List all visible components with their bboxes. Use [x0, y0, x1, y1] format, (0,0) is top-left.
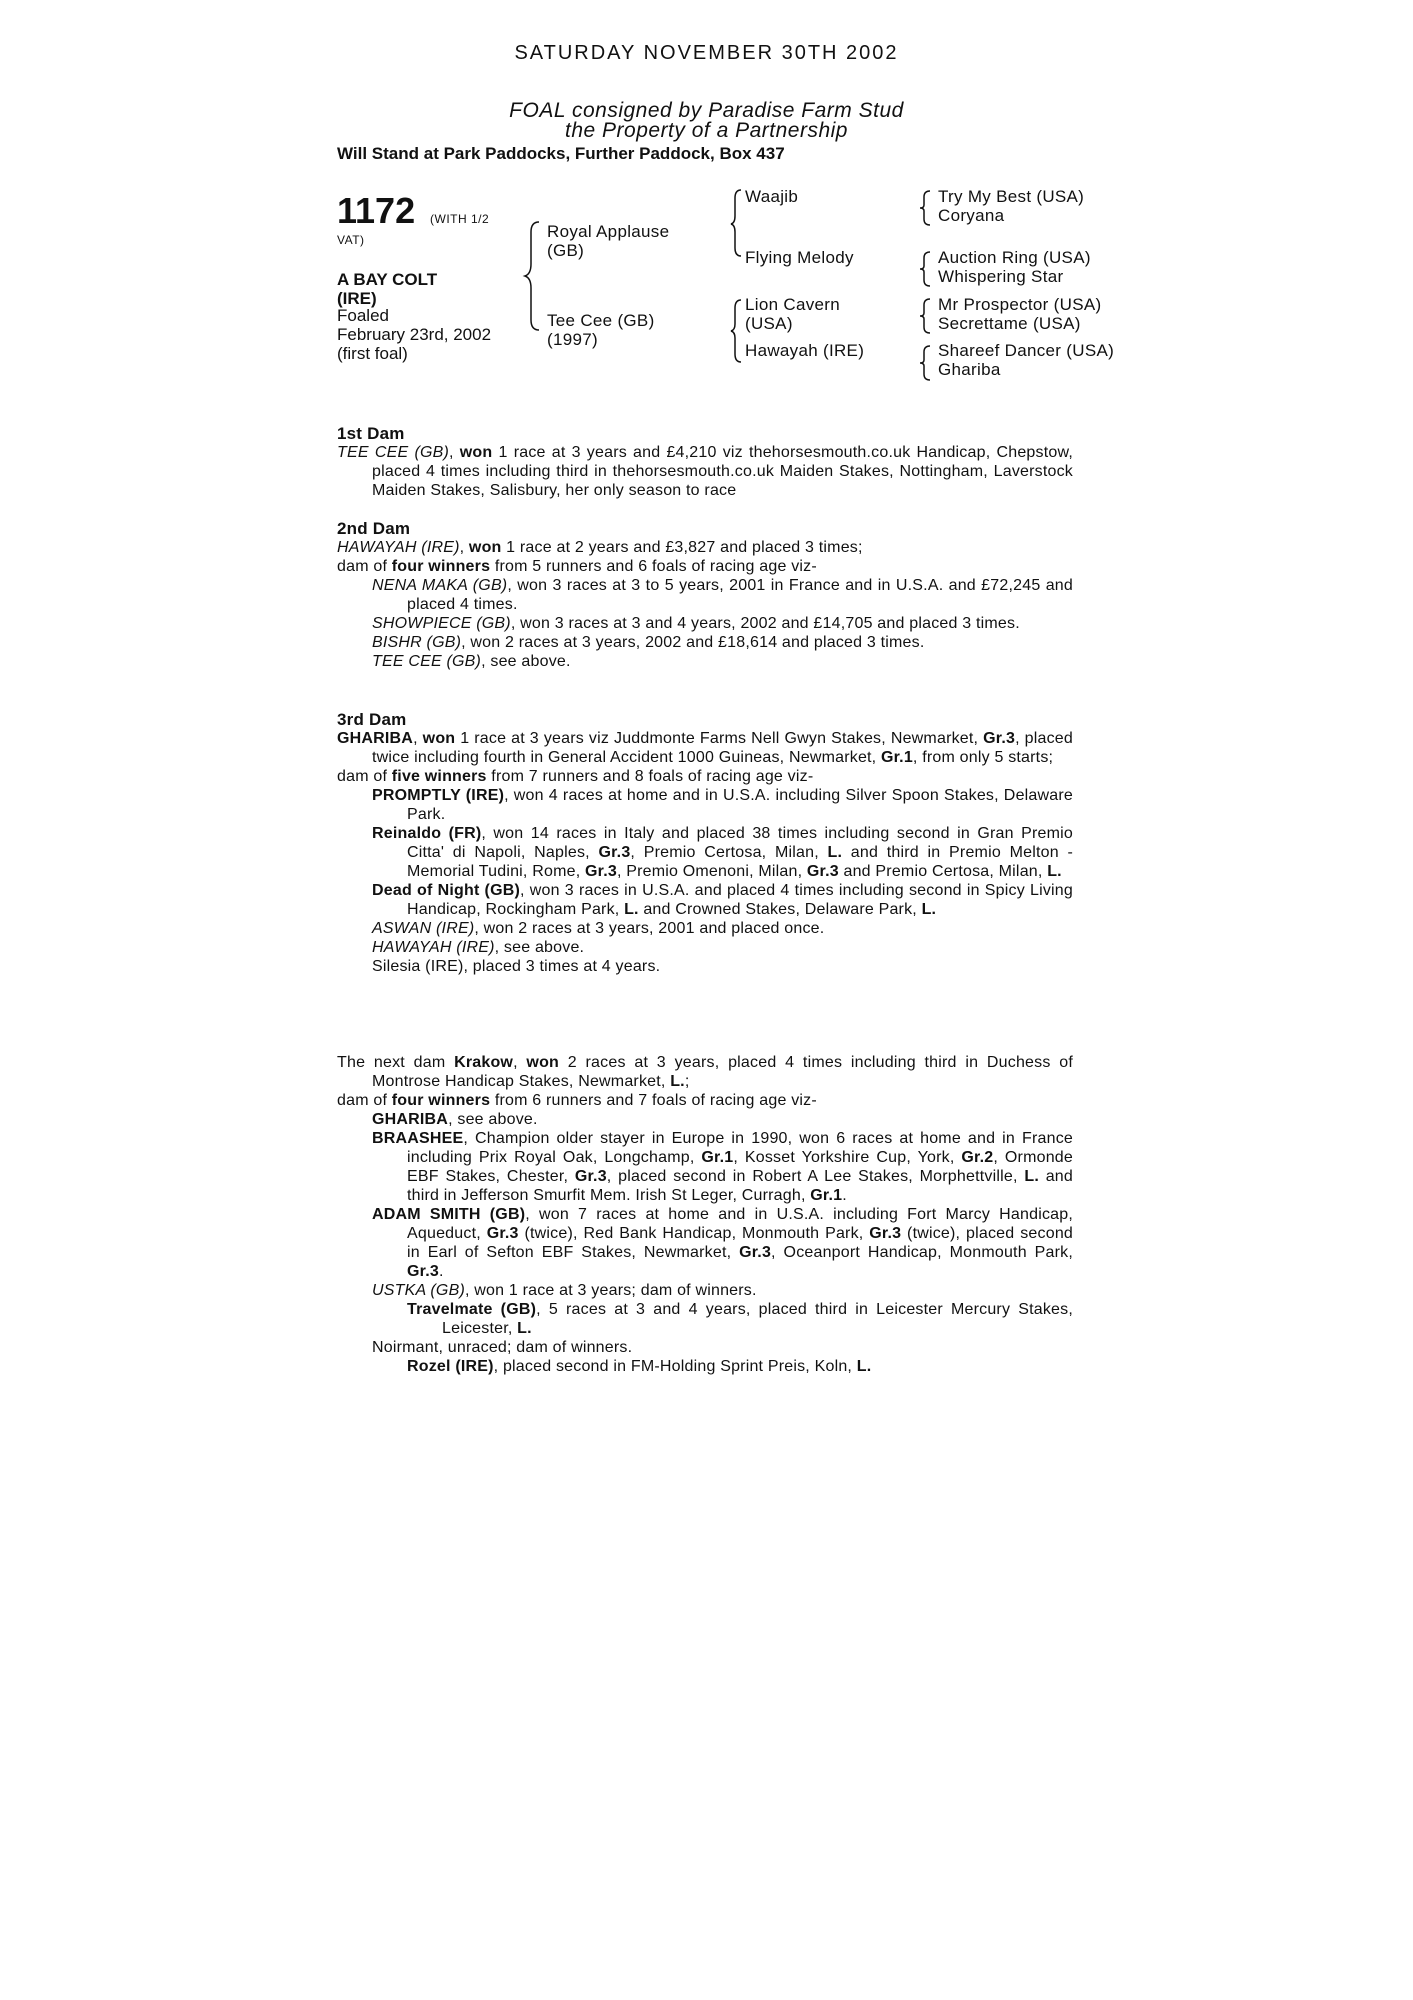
lot-title-line2: (IRE) [337, 289, 377, 308]
second-dam-section [337, 519, 1073, 671]
brace-g4 [920, 344, 934, 382]
list-item: TEE CEE (GB), see above. [372, 653, 571, 670]
sire-parents-brace [731, 188, 745, 258]
list-item: Reinaldo (FR), won 14 races in Italy and placed 38 times including second in Gran Premio Citta' di Napoli, Naples, Gr.3, Premio Certosa, Milan, L. and third in Premio Melton - Memorial Tudini, Rome, Gr.3, Premio Omenoni, Milan, Gr.3 and Premio Certosa, Milan, L. [372, 825, 1074, 880]
list-item: Travelmate (GB), 5 races at 3 and 4 years, placed third in Leicester Mercury Stakes, Leicester, L. [407, 1301, 1073, 1337]
lot-title [337, 270, 487, 308]
lot-title-line1: A BAY COLT [337, 270, 438, 289]
second-dam-produce: dam of four winners from 5 runners and 6 foals of racing age viz- [337, 558, 817, 575]
foaled-date: February 23rd, 2002 [337, 325, 492, 344]
pedigree-sss: Try My Best (USA) Coryana [938, 187, 1085, 225]
brace-g2 [920, 250, 934, 288]
third-dam-record: GHARIBA, won 1 race at 3 years viz Juddmonte Farms Nell Gwyn Stakes, Newmarket, Gr.3, placed twice including fourth in General Accident 1000 Guineas, Newmarket, Gr.1, from only 5 starts; [337, 730, 1073, 766]
list-item: PROMPTLY (IRE), won 4 races at home and in U.S.A. including Silver Spoon Stakes, Delaware Park. [372, 787, 1073, 823]
next-dam-record: The next dam Krakow, won 2 races at 3 years, placed 4 times including third in Duchess of Montrose Handicap Stakes, Newmarket, L.; [337, 1054, 1074, 1090]
next-dam-produce: dam of four winners from 6 runners and 7 foals of racing age viz- [337, 1092, 817, 1109]
next-dam-section [337, 1053, 1073, 1376]
list-item: NENA MAKA (GB), won 3 races at 3 to 5 years, 2001 in France and in U.S.A. and £72,245 and placed 4 times. [372, 577, 1073, 613]
first-dam-heading: 1st Dam [337, 424, 405, 443]
first-dam-record: TEE CEE (GB), won 1 race at 3 years and £4,210 viz thehorsesmouth.co.uk Handicap, Chepstow, placed 4 times including third in thehorsesmouth.co.uk Maiden Stakes, Nottingham, Laverstock Maiden Stakes, Salisbury, her only season to race [337, 444, 1073, 499]
pedigree-sire-sire: Waajib [745, 187, 799, 206]
list-item: Silesia (IRE), placed 3 times at 4 years. [372, 958, 661, 975]
sale-date: SATURDAY NOVEMBER 30TH 2002 [514, 42, 899, 64]
list-item: HAWAYAH (IRE), see above. [372, 939, 585, 956]
foaled-note: (first foal) [337, 344, 408, 363]
brace-g1 [920, 189, 934, 227]
list-item: Rozel (IRE), placed second in FM-Holding Sprint Preis, Koln, L. [407, 1358, 872, 1375]
second-dam-heading: 2nd Dam [337, 519, 411, 538]
dam-parents-brace [731, 298, 745, 364]
pedigree-dds: Shareef Dancer (USA) Ghariba [938, 341, 1115, 379]
third-dam-section [337, 710, 1073, 976]
pedigree-dam-dam: Hawayah (IRE) [745, 341, 865, 360]
brace-g3 [920, 297, 934, 335]
list-item: Dead of Night (GB), won 3 races in U.S.A. and placed 4 times including second in Spicy Living Handicap, Rockingham Park, L. and Crowned Stakes, Delaware Park, L. [372, 882, 1073, 918]
stand-location: Will Stand at Park Paddocks, Further Paddock, Box 437 [337, 144, 785, 163]
third-dam-heading: 3rd Dam [337, 710, 407, 729]
foaled-label: Foaled [337, 306, 389, 325]
property-line: the Property of a Partnership [565, 119, 848, 142]
list-item: USTKA (GB), won 1 race at 3 years; dam of winners. [372, 1282, 757, 1299]
list-item: SHOWPIECE (GB), won 3 races at 3 and 4 years, 2002 and £14,705 and placed 3 times. [372, 615, 1020, 632]
list-item: ADAM SMITH (GB), won 7 races at home and in U.S.A. including Fort Marcy Handicap, Aqueduct, Gr.3 (twice), Red Bank Handicap, Monmouth Park, Gr.3 (twice), placed second in Earl of Sefton EBF Stakes, Newmarket, Gr.3, Oceanport Handicap, Monmouth Park, Gr.3. [372, 1206, 1074, 1280]
consignor-line: FOAL consigned by Paradise Farm Stud [509, 99, 904, 122]
list-item: Noirmant, unraced; dam of winners. [372, 1339, 633, 1356]
pedigree-sire-dam: Flying Melody [745, 248, 854, 267]
pedigree-sds: Auction Ring (USA) Whispering Star [938, 248, 1091, 286]
lot-vat-note: (WITH 1/2 [430, 212, 490, 226]
pedigree-dss: Mr Prospector (USA) Secrettame (USA) [938, 295, 1102, 333]
list-item: BISHR (GB), won 2 races at 3 years, 2002 and £18,614 and placed 3 times. [372, 634, 925, 651]
pedigree-dam: Tee Cee (GB) (1997) [547, 311, 655, 349]
foaled-info [337, 306, 537, 363]
sire-dam-brace [525, 220, 545, 330]
lot-number: 1172 [337, 190, 416, 231]
lot-vat-note-cont: VAT) [337, 233, 365, 247]
list-item: BRAASHEE, Champion older stayer in Europe in 1990, won 6 races at home and in France including Prix Royal Oak, Longchamp, Gr.1, Kosset Yorkshire Cup, York, Gr.2, Ormonde EBF Stakes, Chester, Gr.3, placed second in Robert A Lee Stakes, Morphettville, L. and third in Jefferson Smurfit Mem. Irish St Leger, Curragh, Gr.1. [372, 1130, 1073, 1204]
second-dam-record: HAWAYAH (IRE), won 1 race at 2 years and £3,827 and placed 3 times; [337, 539, 863, 556]
list-item: GHARIBA, see above. [372, 1111, 538, 1128]
third-dam-produce: dam of five winners from 7 runners and 8 foals of racing age viz- [337, 768, 814, 785]
list-item: ASWAN (IRE), won 2 races at 3 years, 2001 and placed once. [372, 920, 825, 937]
pedigree-sire: Royal Applause (GB) [547, 222, 670, 260]
first-dam-section [337, 424, 1073, 500]
pedigree-dam-sire: Lion Cavern (USA) [745, 295, 840, 333]
